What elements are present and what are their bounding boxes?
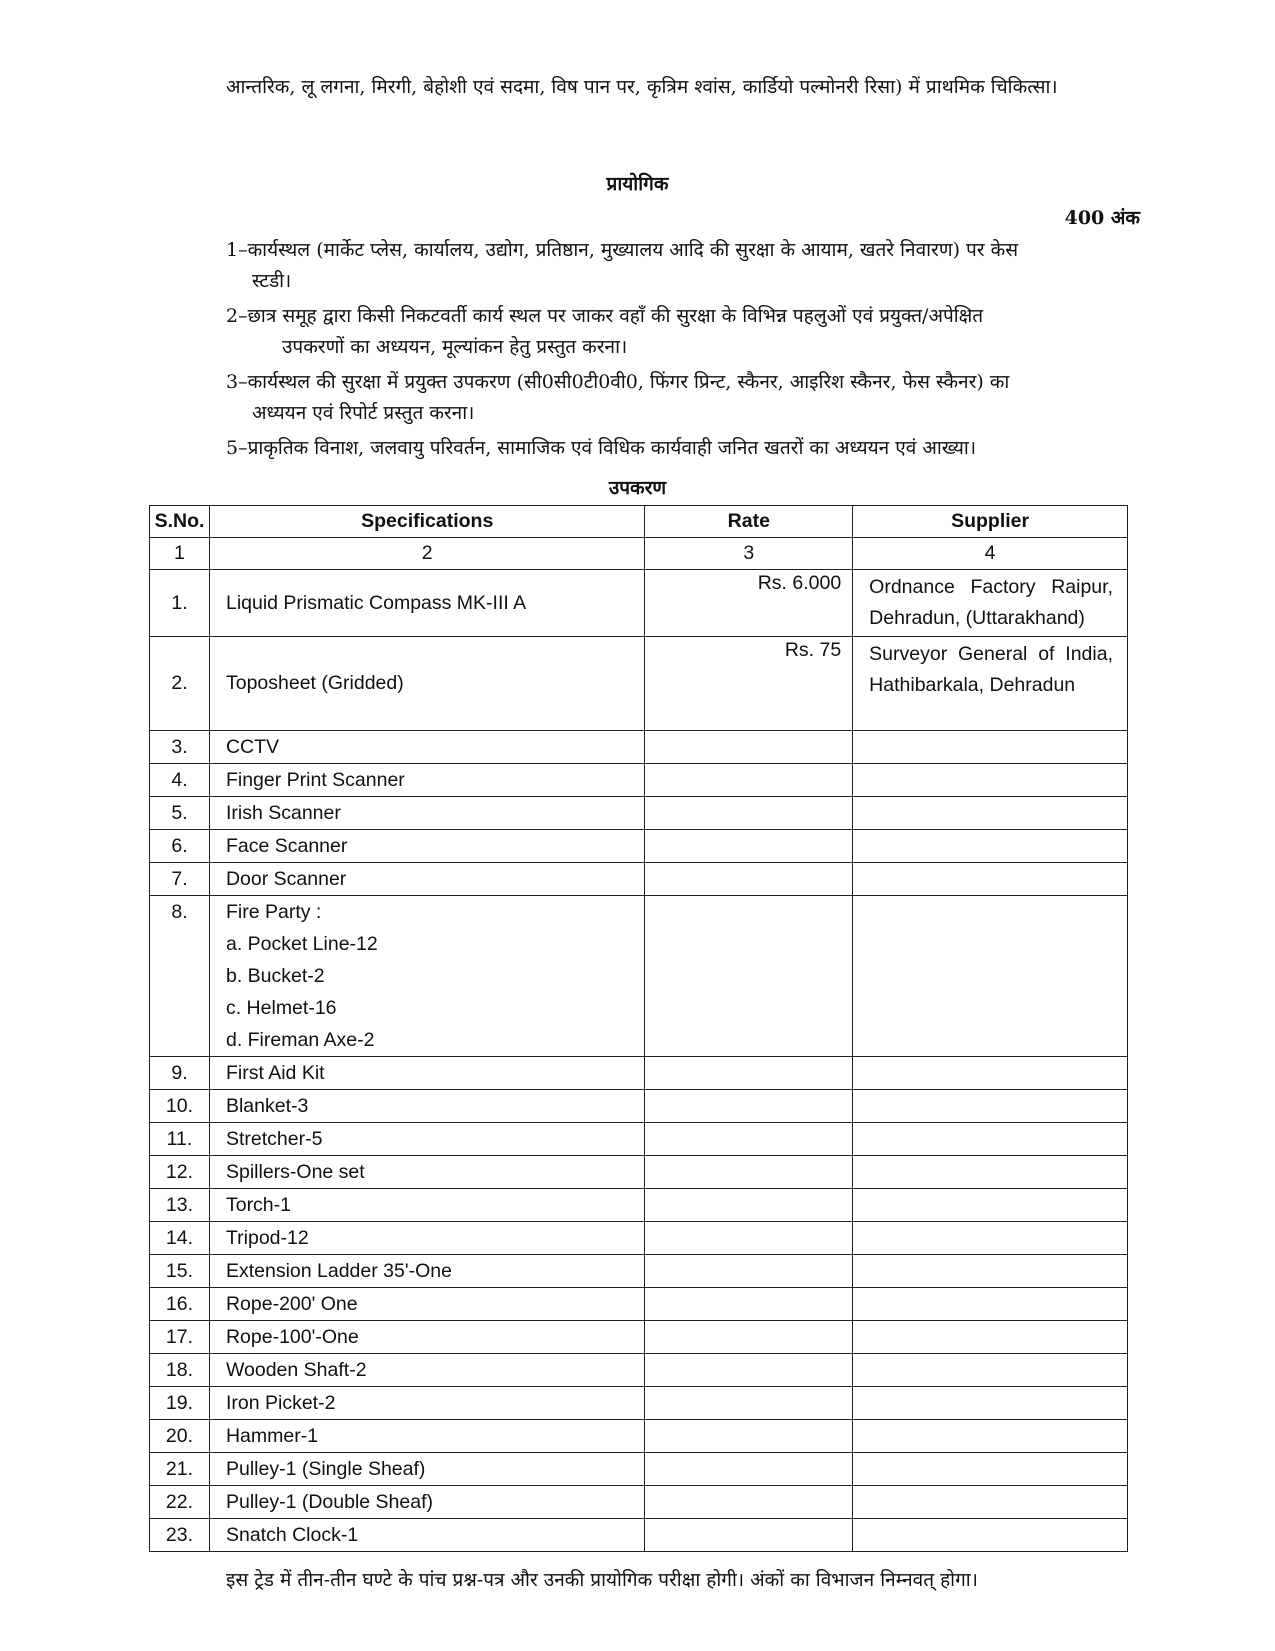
table-row [150,863,1128,896]
cell-sno: 1. [150,570,210,637]
cell-sno: 14. [150,1222,210,1255]
column-number: 4 [853,538,1128,570]
list-item [226,235,1126,297]
intro-paragraph: आन्तरिक, लू लगना, मिरगी, बेहोशी एवं सदमा, विष पान पर, कृत्रिम श्वांस, कार्डियो पल्मोनरी रिसा) में प्राथमिक चिकित्सा। [226,76,1058,98]
list-item-text: 5–प्राकृतिक विनाश, जलवायु परिवर्तन, सामाजिक एवं विधिक कार्यवाही जनित खतरों का अध्ययन एवं आख्या। [226,437,977,459]
table-row [150,570,1128,637]
cell-specification: Blanket-3 [209,1090,644,1123]
cell-supplier [853,1354,1128,1387]
cell-sno: 17. [150,1321,210,1354]
cell-rate [645,1321,853,1354]
cell-sno: 15. [150,1255,210,1288]
marks-label: 400 अंक [1064,207,1140,229]
cell-supplier [853,1486,1128,1519]
spec-subitem: c. Helmet-16 [225,997,337,1019]
cell-supplier [853,1123,1128,1156]
cell-sno [150,896,210,1057]
cell-sno: 4. [150,764,210,797]
column-number: 3 [645,538,853,570]
header-supplier: Supplier [853,506,1128,538]
cell-specification: Iron Picket-2 [209,1387,644,1420]
list-item [226,367,1126,429]
cell-sno: 18. [150,1354,210,1387]
cell-specification: Pulley-1 (Single Sheaf) [209,1453,644,1486]
cell-rate [645,1189,853,1222]
footer-note: इस ट्रेड में तीन-तीन घण्टे के पांच प्रश्न-पत्र और उनकी प्रायोगिक परीक्षा होगी। अंकों का विभाजन निम्नवत् होगा। [226,1569,978,1591]
cell-specification: Finger Print Scanner [209,764,644,797]
header-rate: Rate [645,506,853,538]
cell-supplier [853,863,1128,896]
table-row [150,637,1128,731]
cell-specification: Door Scanner [209,863,644,896]
cell-sno: 19. [150,1387,210,1420]
spec-subitem: d. Fireman Axe-2 [225,1029,375,1051]
cell-supplier [853,1189,1128,1222]
cell-specification: Torch-1 [209,1189,644,1222]
cell-sno: 3. [150,731,210,764]
list-item-text: 3–कार्यस्थल की सुरक्षा में प्रयुक्त उपकरण (सी0सी0टी0वी0, फिंगर प्रिन्ट, स्कैनर, आइरिश स्कैनर, फेस स्कैनर) का [226,371,1010,393]
list-item [226,433,1126,464]
cell-specification: Snatch Clock-1 [209,1519,644,1552]
cell-rate: Rs. 75 [645,637,853,731]
table-row [150,1354,1128,1387]
cell-specification: Irish Scanner [209,797,644,830]
cell-sno: 13. [150,1189,210,1222]
table-row [150,1090,1128,1123]
table-row [150,1486,1128,1519]
header-specifications: Specifications [209,506,644,538]
table-row [150,1288,1128,1321]
table-row [150,1057,1128,1090]
cell-supplier: Surveyor General of India, Hathibarkala, Dehradun [853,637,1128,731]
cell-supplier [853,1156,1128,1189]
cell-supplier [853,1090,1128,1123]
table-row [150,1519,1128,1552]
cell-specification: Extension Ladder 35'-One [209,1255,644,1288]
cell-rate [645,1090,853,1123]
table-row [150,731,1128,764]
table-row [150,1222,1128,1255]
cell-sno: 6. [150,830,210,863]
cell-sno: 10. [150,1090,210,1123]
cell-supplier [853,1255,1128,1288]
cell-sno: 21. [150,1453,210,1486]
cell-rate [645,1453,853,1486]
cell-rate [645,1255,853,1288]
cell-specification: Rope-100'-One [209,1321,644,1354]
cell-rate [645,1156,853,1189]
cell-rate [645,1387,853,1420]
spec-heading: Fire Party : [225,901,322,923]
cell-rate [645,1288,853,1321]
practical-heading: प्रायोगिक [606,173,669,195]
cell-sno: 5. [150,797,210,830]
cell-rate: Rs. 6.000 [645,570,853,637]
table-row [150,830,1128,863]
cell-specification: Pulley-1 (Double Sheaf) [209,1486,644,1519]
list-item-continuation: अध्ययन एवं रिपोर्ट प्रस्तुत करना। [252,402,475,424]
cell-sno: 23. [150,1519,210,1552]
cell-rate [645,863,853,896]
cell-specification: Rope-200' One [209,1288,644,1321]
cell-rate [645,731,853,764]
cell-sno: 9. [150,1057,210,1090]
table-row [150,1387,1128,1420]
cell-rate [645,1420,853,1453]
cell-sno: 7. [150,863,210,896]
cell-specification: Tripod-12 [209,1222,644,1255]
cell-rate [645,1354,853,1387]
table-row [150,1321,1128,1354]
cell-supplier [853,1057,1128,1090]
cell-sno: 2. [150,637,210,731]
cell-supplier [853,764,1128,797]
cell-sno: 20. [150,1420,210,1453]
list-item-continuation: उपकरणों का अध्ययन, मूल्यांकन हेतु प्रस्तुत करना। [282,336,628,358]
cell-specification: Face Scanner [209,830,644,863]
cell-rate [645,1123,853,1156]
cell-rate [645,797,853,830]
table-header-row [150,506,1128,538]
cell-rate [645,1519,853,1552]
cell-specification: Liquid Prismatic Compass MK-III A [209,570,644,637]
cell-supplier [853,1387,1128,1420]
list-item-text: 1–कार्यस्थल (मार्केट प्लेस, कार्यालय, उद्योग, प्रतिष्ठान, मुख्यालय आदि की सुरक्षा के आयाम, खतरे निवारण) पर केस [226,239,1019,261]
practical-items-list [226,235,1126,468]
list-item-continuation: स्टडी। [252,270,292,292]
cell-supplier [853,1222,1128,1255]
cell-specification [209,896,644,1057]
cell-rate [645,1222,853,1255]
column-number: 2 [209,538,644,570]
cell-rate [645,1057,853,1090]
cell-supplier [853,731,1128,764]
cell-specification: Hammer-1 [209,1420,644,1453]
cell-specification: CCTV [209,731,644,764]
cell-specification: First Aid Kit [209,1057,644,1090]
sno-text: 8. [171,901,188,923]
equipment-table [149,505,1128,1552]
list-item-text: 2–छात्र समूह द्वारा किसी निकटवर्ती कार्य स्थल पर जाकर वहाँ की सुरक्षा के विभिन्न पहलुओं एवं प्रयुक्त/अपेक्षित [226,305,984,327]
cell-specification: Spillers-One set [209,1156,644,1189]
cell-supplier [853,896,1128,1057]
table-row [150,1123,1128,1156]
column-number-row [150,538,1128,570]
table-row [150,764,1128,797]
table-row [150,1189,1128,1222]
cell-rate [645,1486,853,1519]
cell-rate [645,830,853,863]
cell-supplier [853,797,1128,830]
column-number: 1 [150,538,210,570]
spec-subitem: b. Bucket-2 [225,965,325,987]
cell-sno: 22. [150,1486,210,1519]
cell-supplier [853,1321,1128,1354]
header-sno: S.No. [150,506,210,538]
cell-supplier [853,830,1128,863]
cell-sno: 11. [150,1123,210,1156]
cell-sno: 16. [150,1288,210,1321]
cell-rate [645,764,853,797]
list-item [226,301,1126,363]
cell-rate [645,896,853,1057]
cell-supplier [853,1288,1128,1321]
table-row [150,1420,1128,1453]
table-row [150,1156,1128,1189]
spec-subitem: a. Pocket Line-12 [225,933,378,955]
cell-specification: Toposheet (Gridded) [209,637,644,731]
cell-specification: Wooden Shaft-2 [209,1354,644,1387]
cell-supplier: Ordnance Factory Raipur, Dehradun, (Uttarakhand) [853,570,1128,637]
equipment-heading: उपकरण [608,477,667,499]
cell-supplier [853,1420,1128,1453]
table-body [150,538,1128,1552]
table-row [150,797,1128,830]
cell-specification: Stretcher-5 [209,1123,644,1156]
table-row [150,1255,1128,1288]
cell-supplier [853,1453,1128,1486]
cell-sno: 12. [150,1156,210,1189]
table-row [150,1453,1128,1486]
cell-supplier [853,1519,1128,1552]
table-row [150,896,1128,1057]
